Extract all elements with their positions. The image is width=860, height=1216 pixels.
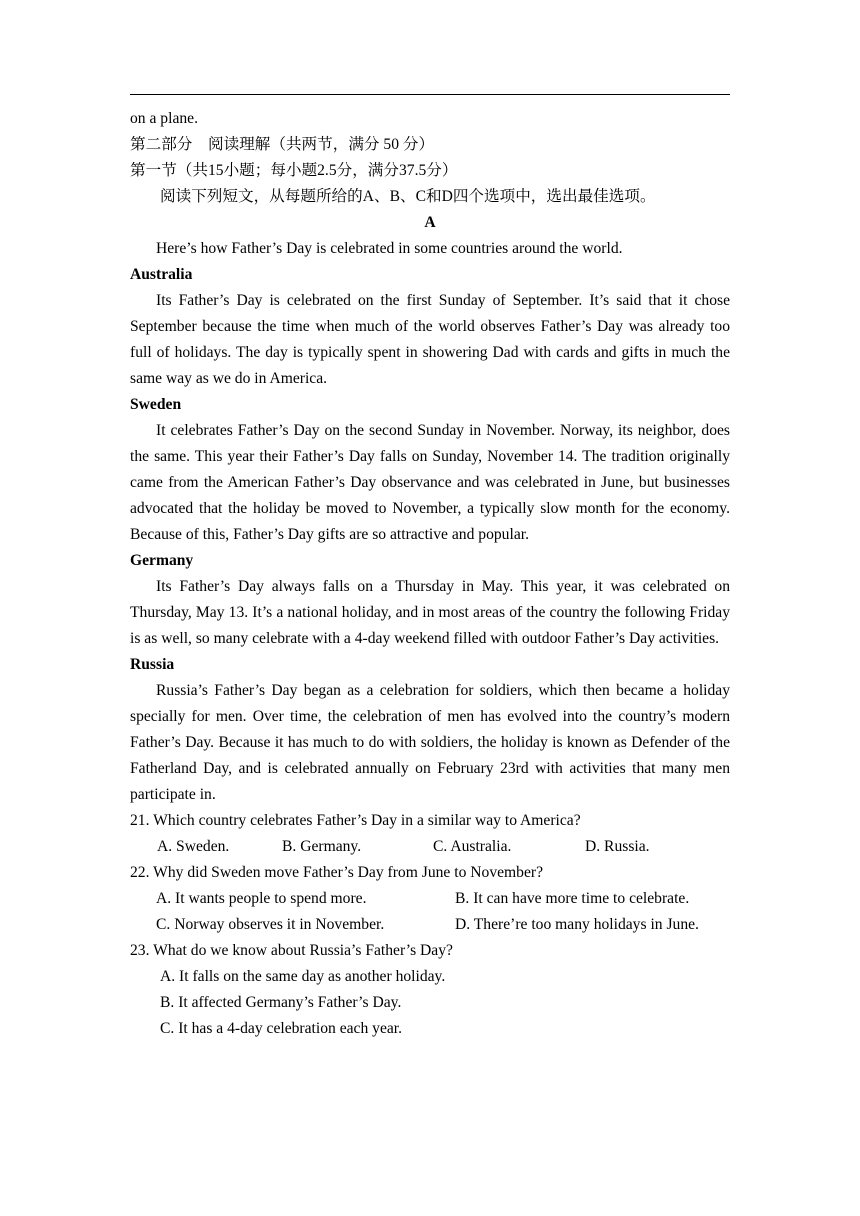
question-22-options-row-1 xyxy=(130,886,730,912)
section-text-russia: Russia’s Father’s Day began as a celebration for soldiers, which then became a holiday specially for men. Over time, the celebration of men has evolved into the country’s modern Father’s Day. Because it has much to do with soldiers, the holiday is known as Defender of the Fatherland Day, and is celebrated annually on February 23rd with activities that many men participate in. xyxy=(130,682,730,803)
question-22-option-b: B. It can have more time to celebrate. xyxy=(455,890,690,907)
question-21-option-a: A. Sweden. xyxy=(157,838,230,855)
section-text-germany: Its Father’s Day always falls on a Thursday in May. This year, it was celebrated on Thursday, May 13. It’s a national holiday, and in most areas of the country the following Friday is as well, so many celebrate with a 4-day weekend filled with outdoor Father’s Day activities. xyxy=(130,578,730,647)
section-heading-australia: Australia xyxy=(130,266,193,283)
question-21-option-b: B. Germany. xyxy=(282,838,362,855)
question-23-option-a: A. It falls on the same day as another holiday. xyxy=(160,968,446,985)
section-one-title: 第一节（共15小题；每小题2.5分，满分37.5分） xyxy=(130,162,458,179)
passage-intro: Here’s how Father’s Day is celebrated in some countries around the world. xyxy=(156,240,623,257)
section-heading-germany: Germany xyxy=(130,552,194,569)
section-heading-sweden: Sweden xyxy=(130,396,182,413)
question-22-option-a: A. It wants people to spend more. xyxy=(156,890,367,907)
section-heading-russia: Russia xyxy=(130,656,175,673)
question-22-stem: 22. Why did Sweden move Father’s Day from June to November? xyxy=(130,864,544,881)
question-22-option-c: C. Norway observes it in November. xyxy=(156,916,385,933)
question-23-option-c: C. It has a 4-day celebration each year. xyxy=(160,1020,403,1037)
previous-question-fragment: on a plane. xyxy=(130,110,198,127)
question-23-stem: 23. What do we know about Russia’s Father’s Day? xyxy=(130,942,453,959)
question-21-options xyxy=(130,834,730,860)
question-21-stem: 21. Which country celebrates Father’s Day in a similar way to America? xyxy=(130,812,581,829)
exam-page xyxy=(130,106,730,1042)
question-21-option-d: D. Russia. xyxy=(585,838,650,855)
part-two-title: 第二部分 阅读理解（共两节，满分 50 分） xyxy=(130,136,435,153)
question-22-option-d: D. There’re too many holidays in June. xyxy=(455,916,699,933)
question-21-option-c: C. Australia. xyxy=(433,838,512,855)
passage-label: A xyxy=(424,214,436,231)
question-23-option-b: B. It affected Germany’s Father’s Day. xyxy=(160,994,402,1011)
section-text-australia: Its Father’s Day is celebrated on the first Sunday of September. It’s said that it chose September because the time when much of the world observes Father’s Day was already too full of holidays. The day is typically spent in showering Dad with cards and gifts in much the same way as we do in America. xyxy=(130,292,730,387)
section-text-sweden: It celebrates Father’s Day on the second Sunday in November. Norway, its neighbor, does the same. This year their Father’s Day falls on Sunday, November 14. The tradition originally came from the American Father’s Day observance and was celebrated in June, but businesses advocated that the holiday be moved to November, a typically slow month for the economy. Because of this, Father’s Day gifts are so attractive and popular. xyxy=(130,422,730,543)
question-22-options-row-2 xyxy=(130,912,730,938)
header-rule xyxy=(130,94,730,95)
instructions: 阅读下列短文，从每题所给的A、B、C和D四个选项中，选出最佳选项。 xyxy=(160,188,656,205)
